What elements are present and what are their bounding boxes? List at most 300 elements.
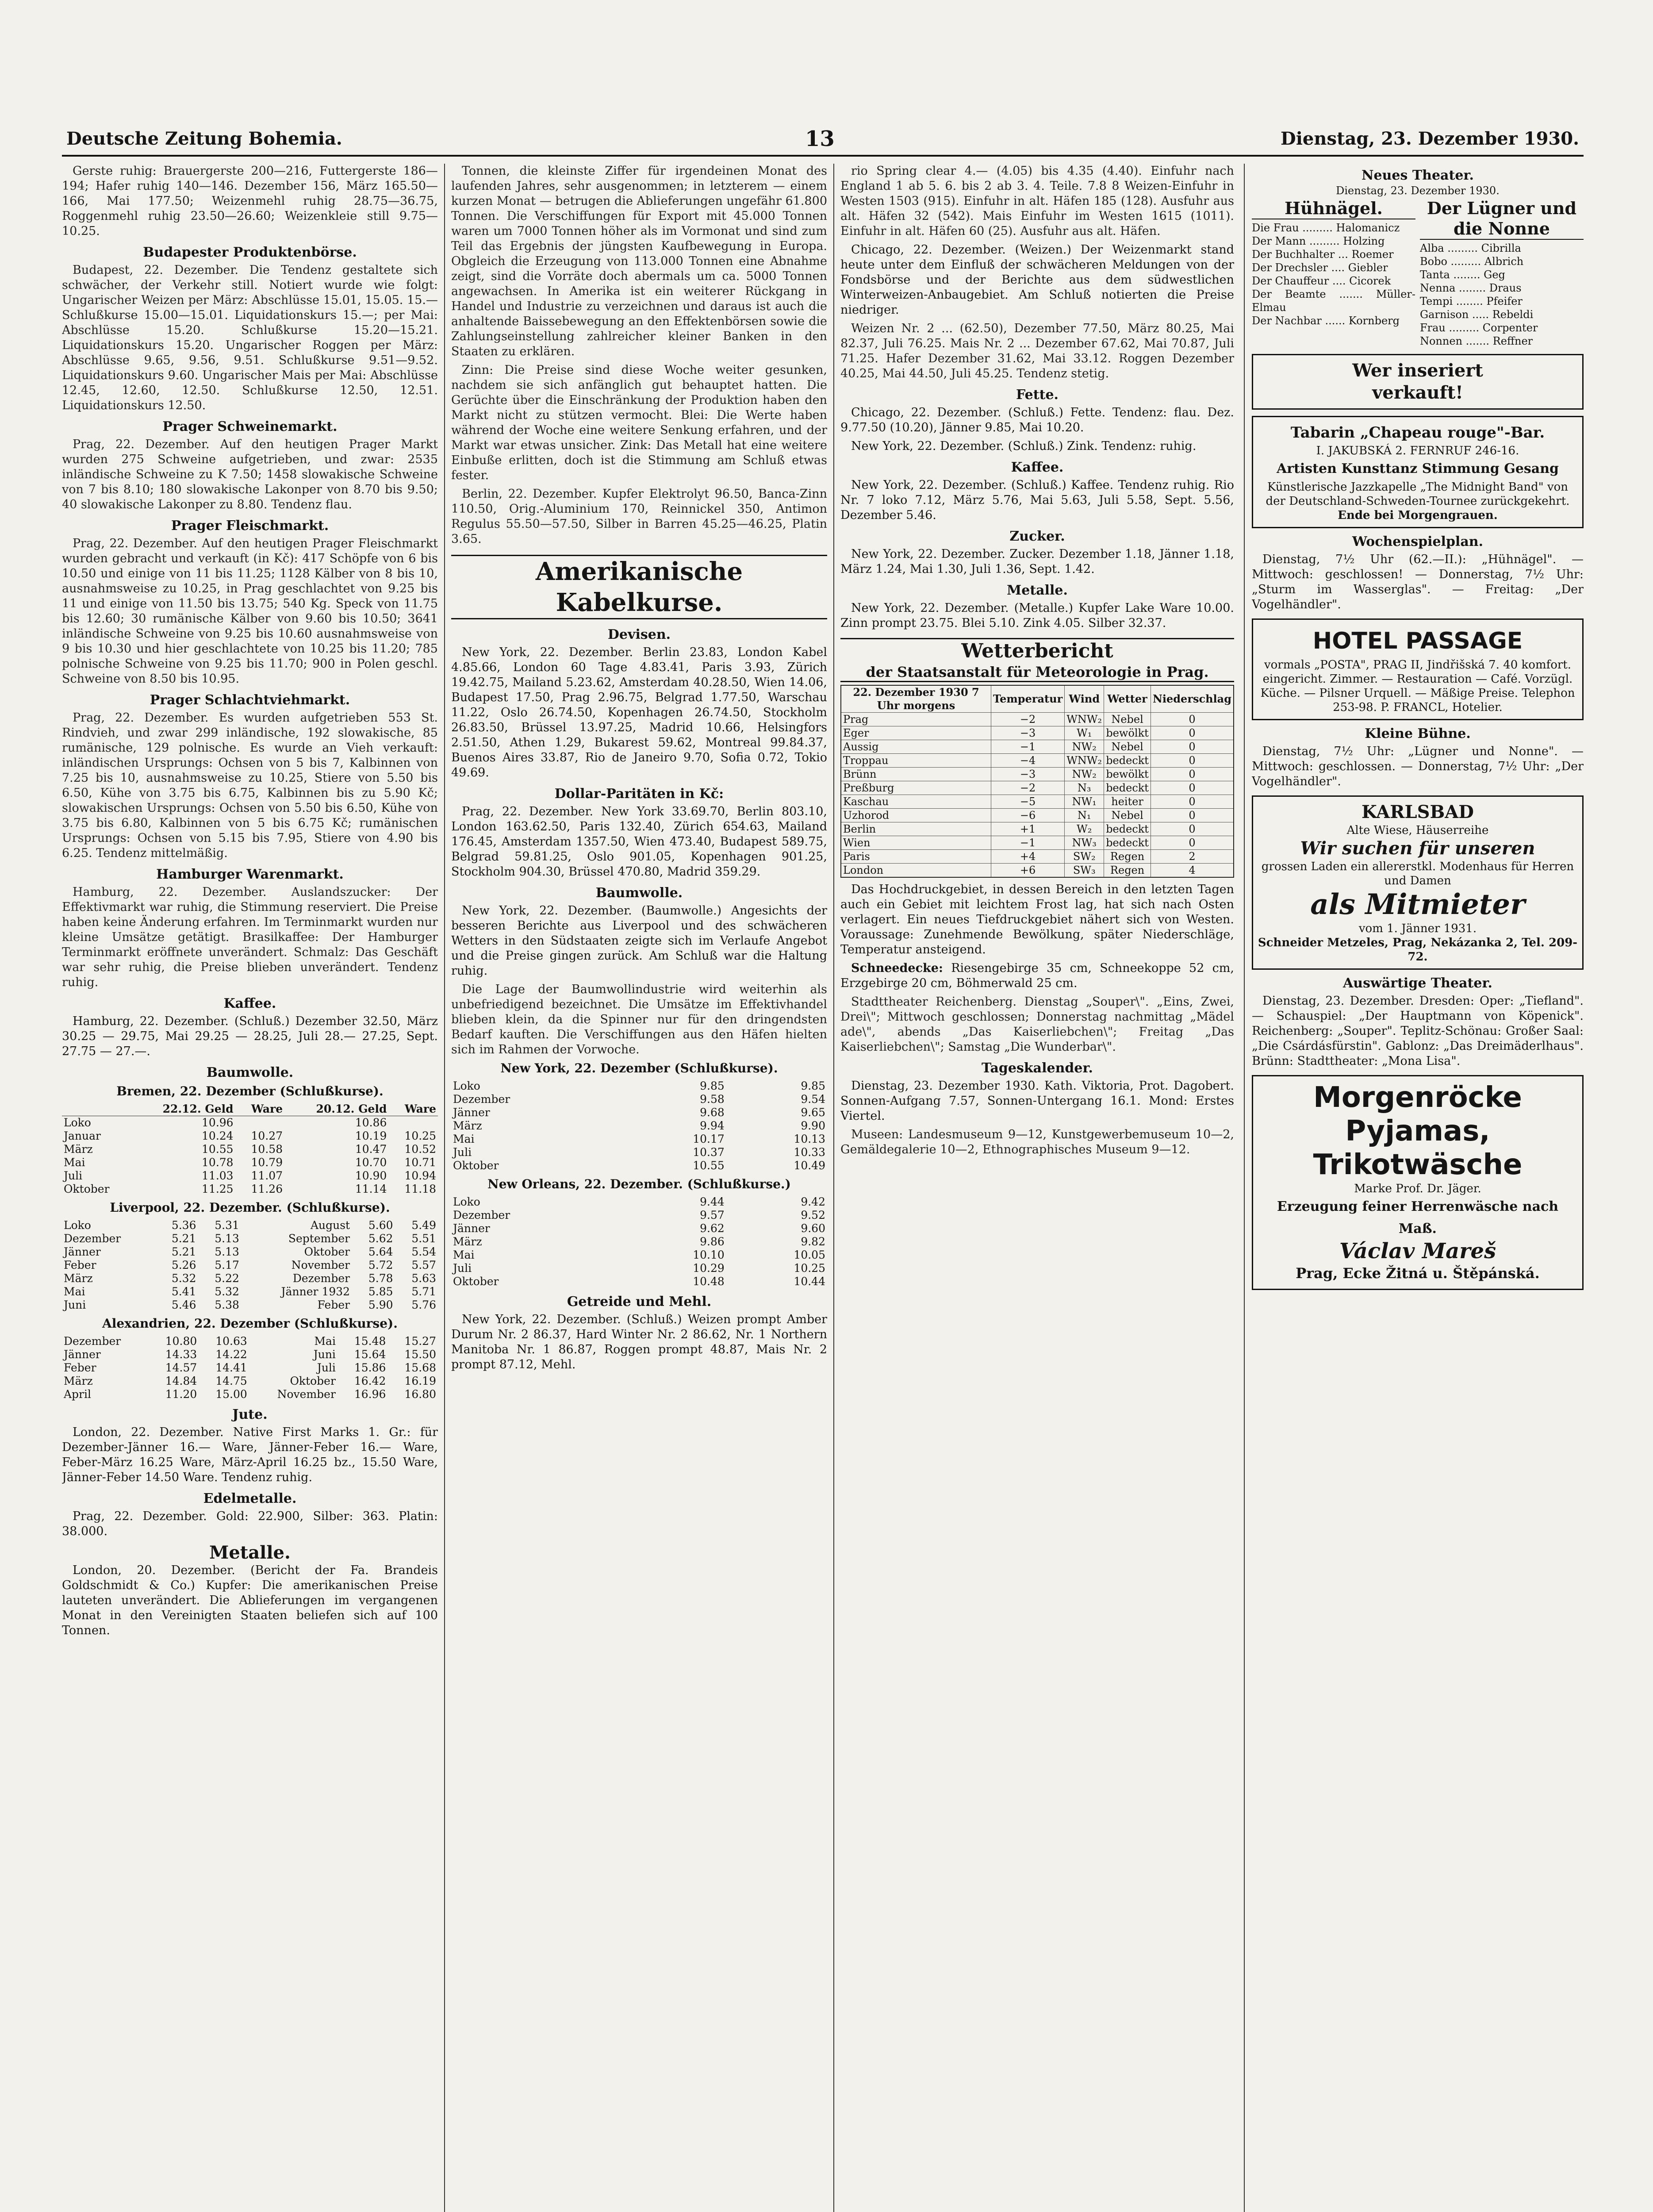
advertisement-tabarin [1252, 416, 1584, 528]
table-cell: Juli [453, 1262, 472, 1275]
table-cell: 15.64 [354, 1348, 386, 1361]
dollar-text: Prag, 22. Dezember. New York 33.69.70, Berlin 803.10, London 163.62.50, Paris 132.40, Zürich 654.63, Mailand 176.45, Amsterdam 1357.50, Wien 473.40, Budapest 589.75, Belgrad 59.81.25, Oslo 901.05, Kopenhagen 901.25, Stockholm 904.30, Brüssel 470.80, Madrid 359.29. [451, 805, 827, 879]
table-cell: Uzhorod [841, 809, 991, 822]
table-cell: 10.78 [202, 1156, 234, 1169]
table-cell: März [453, 1235, 482, 1248]
cast-list [1420, 242, 1584, 348]
alexandria-table [62, 1335, 438, 1401]
table-cell: Mai [64, 1285, 85, 1298]
table-cell: Feber [317, 1298, 350, 1311]
issue-date: Dienstag, 23. Dezember 1930. [1281, 128, 1579, 149]
table-cell: 5.21 [171, 1245, 196, 1258]
column-header: 22.12. Geld [131, 1102, 235, 1116]
ad-line: als Mitmieter [1310, 888, 1525, 921]
article-text: Budapest, 22. Dezember. Die Tendenz gestaltete sich schwächer, der Verkehr still. Notiert wurde wie folgt: Ungarischer Weizen per März: Abschlüsse 15.01, 15.05. 15.— Schlußkurse 15.00—15.01. Liquidationskurs 15.—; per Mai: Abschlüsse 15.20. Schlußkurse 15.20—15.21. Liquidationskurs 15.20. Ungarischer Roggen per März: Abschlüsse 9.65, 9.56, 9.51. Schlußkurse 9.51—9.52. Liquidationskurs 9.60. Ungarischer Mais per Mai: Abschlüsse 12.45, 12.60, 12.50. Schlußkurse 12.50, 12.51. Liquidationskurs 12.50. [62, 263, 438, 412]
article-text: Gerste ruhig: Brauergerste 200—216, Futtergerste 186—194; Hafer ruhig 140—146. Dezember 156, März 165.50—166, Mai 177.50; Weizenmehl ruhig 28.75—36.75, Roggenmehl ruhig 23.50—26.60; Weizenkleie still 9.75—10.25. [62, 164, 438, 238]
bremen-title: Bremen, 22. Dezember (Schlußkurse). [116, 1084, 384, 1098]
ny-cotton-table [451, 1079, 827, 1172]
ad-line: Marke Prof. Dr. Jäger. [1354, 1182, 1481, 1195]
kleine-text: Dienstag, 7½ Uhr: „Lügner und Nonne". — Mittwoch: geschlossen. — Donnerstag, 7½ Uhr: „Der Vogelhändler". [1252, 745, 1584, 788]
table-cell: 11.25 [202, 1183, 234, 1195]
section-heading: Jute. [232, 1407, 268, 1422]
table-cell: 15.00 [215, 1388, 247, 1401]
table-row [451, 1146, 827, 1159]
jute-text: London, 22. Dezember. Native First Marks 1. Gr.: für Dezember-Jänner 16.— Ware, Jänner-Feber 16.— Ware, Feber-März 16.25 Ware, März-April 16.25 bz., 15.50 Ware, Jänner-Feber 14.50 Ware. Tendenz ruhig. [62, 1425, 438, 1484]
table-cell: 5.62 [368, 1232, 393, 1245]
table-cell: −2 [991, 781, 1065, 795]
table-cell: 5.38 [215, 1298, 239, 1311]
table-cell: 5.17 [215, 1259, 239, 1271]
table-cell: 9.62 [700, 1222, 725, 1235]
article-text: Stadttheater Reichenberg. Dienstag „Souper\". „Eins, Zwei, Drei\"; Mittwoch geschlossen; Donnerstag nachmittag „Mädel ade\", abends „Das Kaiserliebchen\"; Freitag „Das Kaiserliebchen\"; Samstag „Die Wunderbar\". [840, 995, 1234, 1054]
table-cell: 14.75 [215, 1375, 247, 1387]
table-cell: Mai [453, 1248, 475, 1261]
table-row [62, 1388, 438, 1401]
table-cell: 5.46 [171, 1298, 196, 1311]
table-cell: 9.60 [801, 1222, 825, 1235]
cast-entry: Bobo ......... Albrich [1420, 255, 1524, 268]
table-cell: Berlin [841, 822, 991, 836]
ad-line: Schneider Metzeles, Prag, Nekázanka 2, Tel. 209-72. [1258, 936, 1578, 964]
article-text: Die Lage der Baumwollindustrie wird weiterhin als unbefriedigend bezeichnet. Die Umsätze im Effektivhandel blieben klein, da die Spinner nur für den dringendsten Bedarf kauften. Die Verschiffungen aus den Häfen hielten sich im Rahmen der Vorwoche. [451, 983, 827, 1056]
table-cell: 5.60 [368, 1219, 393, 1232]
table-cell: 0 [1151, 781, 1234, 795]
table-row [62, 1169, 438, 1183]
table-cell: 5.54 [411, 1245, 436, 1258]
ad-line: HOTEL PASSAGE [1312, 628, 1523, 654]
cast-entry: Frau ......... Corpenter [1420, 322, 1538, 334]
table-cell: 9.44 [700, 1195, 725, 1208]
table-cell: 5.13 [215, 1232, 239, 1245]
table-cell: November [291, 1259, 350, 1271]
table-cell: Eger [841, 726, 991, 740]
theatre-programs [1252, 198, 1584, 348]
table-cell: Wien [841, 836, 991, 850]
table-cell: 5.63 [411, 1272, 436, 1285]
zink-text: New York, 22. Dezember. (Schluß.) Zink. Tendenz: ruhig. [851, 439, 1197, 453]
table-cell: 11.03 [202, 1169, 234, 1182]
article-text: Weizen Nr. 2 ... (62.50), Dezember 77.50, März 80.25, Mai 82.37, Juli 76.25. Mais Nr. 2 ... Dezember 67.62, Mai 70.87, Juli 71.25. Hafer Dezember 31.62, Mai 33.12. Roggen Dezember 40.25, Mai 44.50, Juli 45.25. Tendenz stetig. [840, 322, 1234, 380]
section-heading: Baumwolle. [595, 885, 683, 901]
table-cell: 11.14 [355, 1183, 387, 1195]
table-cell: Dezember [453, 1209, 510, 1221]
table-row [62, 1272, 438, 1285]
ad-line: Alte Wiese, Häuserreihe [1346, 824, 1489, 837]
ad-line: Ende bei Morgengrauen. [1338, 509, 1498, 522]
table-cell: 0 [1151, 809, 1234, 822]
table-cell: 9.54 [801, 1093, 825, 1106]
section-heading: Kaffee. [1011, 460, 1064, 475]
chicago-text: Chicago, 22. Dezember. (Weizen.) Der Weizenmarkt stand heute unter dem Einfluß der schwächeren Meldungen von der Fondsbörse und der Berichte aus dem südwestlichen Winterweizen-Anbaugebiet. Am Schluß notierten die Preise niedriger. [840, 243, 1234, 317]
bremen-table [62, 1102, 438, 1196]
table-cell: Juli [64, 1169, 83, 1182]
table-cell: 15.50 [404, 1348, 436, 1361]
section-heading: Prager Fleischmarkt. [171, 518, 329, 534]
ad-line: Trikotwäsche [1313, 1148, 1523, 1181]
liverpool-table [62, 1219, 438, 1312]
weather-row [841, 822, 1234, 836]
table-cell: 5.72 [368, 1259, 393, 1271]
ad-line: grossen Laden ein allererstkl. Modenhaus für Herren und Damen [1261, 860, 1574, 887]
table-cell: W₁ [1065, 726, 1104, 740]
table-cell [388, 1116, 438, 1130]
table-cell: 11.18 [404, 1183, 436, 1195]
table-cell: 5.32 [215, 1285, 239, 1298]
table-cell: 10.25 [794, 1262, 825, 1275]
section-heading: Hamburger Warenmarkt. [156, 867, 344, 882]
table-cell: 10.55 [693, 1159, 725, 1172]
table-cell: Loko [453, 1195, 480, 1208]
table-cell: 0 [1151, 768, 1234, 781]
table-cell: 5.32 [171, 1272, 196, 1285]
ad-line: Tabarin „Chapeau rouge"-Bar. [1290, 424, 1545, 442]
table-cell: −2 [991, 713, 1065, 726]
weather-row [841, 864, 1234, 878]
ad-line: KARLSBAD [1362, 802, 1474, 822]
weather-row [841, 740, 1234, 754]
ad-line: Pyjamas, [1345, 1115, 1490, 1148]
table-row [62, 1183, 438, 1196]
table-cell: bewölkt [1104, 726, 1151, 740]
fette-text: Chicago, 22. Dezember. (Schluß.) Fette. Tendenz: flau. Dez. 9.77.50 (10.20), Jänner 9.85, Mai 10.20. [840, 406, 1234, 434]
table-row [62, 1245, 438, 1259]
program-right [1420, 198, 1584, 348]
table-cell: 10.90 [355, 1169, 387, 1182]
table-cell: 10.48 [693, 1275, 725, 1288]
table-cell: 10.79 [251, 1156, 283, 1169]
advertisement-karlsbad [1252, 795, 1584, 970]
table-cell: 9.85 [801, 1079, 825, 1092]
table-cell: 10.86 [355, 1116, 387, 1129]
table-cell: 10.27 [251, 1129, 283, 1142]
table-cell: 16.19 [404, 1375, 436, 1387]
section-heading: Budapester Produktenbörse. [143, 245, 357, 260]
auswaertig-text: Dienstag, 23. Dezember. Dresden: Oper: „Tiefland". — Schauspiel: „Der Hauptmann von Köpenick". Reichenberg: „Souper". Teplitz-Schönau: Großer Saal: „Die Csárdásfürstin". Gablonz: „Das Dreimäderlhaus". Brünn: Stadttheater: „Mona Lisa". [1252, 994, 1584, 1068]
weather-row [841, 754, 1234, 768]
section-heading: Devisen. [607, 627, 671, 642]
table-cell: 15.48 [354, 1335, 386, 1348]
table-cell: Jänner [453, 1222, 490, 1235]
table-cell: 14.57 [165, 1361, 197, 1374]
table-cell: 10.49 [794, 1159, 825, 1172]
table-cell: Aussig [841, 740, 991, 754]
play-title: Hühnägel. [1252, 198, 1415, 219]
table-cell: Jänner [64, 1245, 101, 1258]
table-cell: 0 [1151, 795, 1234, 809]
table-cell: 9.42 [801, 1195, 825, 1208]
table-row [62, 1375, 438, 1388]
article-text: Museen: Landesmuseum 9—12, Kunstgewerbemuseum 10—2, Gemäldegalerie 10—2, Ethnographisches Museum 9—12. [840, 1128, 1234, 1156]
table-cell: London [841, 864, 991, 878]
ad-line: Erzeugung feiner Herrenwäsche nach Maß. [1277, 1199, 1559, 1237]
table-cell: W₂ [1065, 822, 1104, 836]
ad-line: Václav Mareš [1339, 1239, 1496, 1263]
table-cell: 10.25 [404, 1129, 436, 1142]
table-cell: 2 [1151, 850, 1234, 864]
cable-rates-title: Amerikanische Kabelkurse. [451, 555, 827, 619]
table-cell: 9.68 [700, 1106, 725, 1119]
weather-row [841, 713, 1234, 726]
cast-list [1252, 221, 1415, 327]
theatre-title: Neues Theater. [1362, 168, 1474, 183]
table-cell: NW₃ [1065, 836, 1104, 850]
metalle-ny-text: New York, 22. Dezember. (Metalle.) Kupfer Lake Ware 10.00. Zinn prompt 23.75. Blei 5.10. Zink 4.05. Silber 32.37. [840, 601, 1234, 630]
column-commodities-weather [840, 164, 1234, 2212]
table-cell: Juli [453, 1146, 472, 1159]
table-cell: 10.19 [355, 1129, 387, 1142]
table-cell: −1 [991, 836, 1065, 850]
table-cell: 11.26 [251, 1183, 283, 1195]
weather-row [841, 809, 1234, 822]
table-cell: WNW₂ [1065, 754, 1104, 768]
column-header: Ware [388, 1102, 438, 1116]
section-heading: Metalle. [209, 1542, 291, 1563]
table-cell: 5.85 [368, 1285, 393, 1298]
column-header: Niederschlag [1151, 685, 1234, 713]
table-cell: 10.10 [693, 1248, 725, 1261]
section-heading: Kleine Bühne. [1365, 726, 1471, 741]
table-cell: 10.94 [404, 1169, 436, 1182]
table-cell: 10.52 [404, 1143, 436, 1156]
table-row [451, 1248, 827, 1262]
table-cell: Preßburg [841, 781, 991, 795]
column-header: Ware [235, 1102, 285, 1116]
table-cell: 0 [1151, 740, 1234, 754]
table-cell: 5.57 [411, 1259, 436, 1271]
column-header: Wind [1065, 685, 1104, 713]
article-text: Zinn: Die Preise sind diese Woche weiter gesunken, nachdem sie sich anfänglich gut behauptet hatten. Die Gerüchte über die Einschränkung der Produktion haben den Markt nicht zu stützen vermocht. Blei: Die Werte haben während der Woche eine weitere Senkung erfahren, und der Markt war etwas unsicher. Zink: Das Metall hat eine weitere Einbuße erlitten, doch ist die Stimmung am Schluß etwas fester. [451, 363, 827, 482]
table-cell: Jänner [64, 1348, 101, 1361]
weather-text: Das Hochdruckgebiet, in dessen Bereich in den letzten Tagen auch ein Gebiet mit leichtem Frost lag, hat sich nach Osten verlagert. Ein neues Tiefdruckgebiet nähert sich von Westen. Voraussage: Zunehmende Bewölkung, später Niederschläge, Temperatur ansteigend. [840, 883, 1234, 956]
table-row [62, 1219, 438, 1232]
table-cell: 10.58 [251, 1143, 283, 1156]
column-header: Temperatur [991, 685, 1065, 713]
table-cell: Jänner 1932 [281, 1285, 350, 1298]
schnee-title: Schneedecke: [851, 961, 943, 975]
table-cell: 10.05 [794, 1248, 825, 1261]
table-cell [235, 1116, 285, 1130]
table-cell: NW₁ [1065, 795, 1104, 809]
table-cell: −4 [991, 754, 1065, 768]
table-row [451, 1079, 827, 1093]
column-header [62, 1102, 131, 1116]
table-cell: 10.80 [165, 1335, 197, 1348]
table-row [451, 1209, 827, 1222]
table-cell: 15.68 [404, 1361, 436, 1374]
table-row [451, 1262, 827, 1275]
table-cell: −5 [991, 795, 1065, 809]
cast-entry: Garnison ..... Rebeldi [1420, 308, 1534, 321]
table-row [451, 1222, 827, 1235]
tages-text: Dienstag, 23. Dezember 1930. Kath. Viktoria, Prot. Dagobert. Sonnen-Aufgang 7.57, Sonnen-Untergang 16.1. Mond: Erstes Viertel. [840, 1079, 1234, 1123]
table-cell: Loko [64, 1116, 91, 1129]
column-divider [833, 164, 834, 2212]
table-cell: Dezember [64, 1335, 121, 1348]
ad-line: I. JAKUBSKÁ 2. FERNRUF 246-16. [1316, 444, 1519, 457]
article-text: rio Spring clear 4.— (4.05) bis 4.35 (4.40). Einfuhr nach England 1 ab 5. 6. bis 2 ab 3. 4. Teile. 7.8 8 Weizen-Einfuhr in Westen 1503 (915). Einfuhr in alt. Häfen 185 (128). Ausfuhr aus alt. Häfen 32 (542). Mais Einfuhr im Westen 1615 (1011). Einfuhr in alt. Häfen 60 (25). Ausfuhr aus alt. Häfen. [840, 164, 1234, 238]
table-row [451, 1119, 827, 1133]
table-row [62, 1335, 438, 1348]
section-heading: Getreide und Mehl. [567, 1294, 712, 1310]
table-row [451, 1106, 827, 1119]
table-cell: 0 [1151, 713, 1234, 726]
table-cell: 10.29 [693, 1262, 725, 1275]
table-cell: Dezember [64, 1232, 121, 1245]
table-cell: Regen [1104, 850, 1151, 864]
article-text: Prag, 22. Dezember. Auf den heutigen Prager Fleischmarkt wurden gebracht und verkauft (in Kč): 417 Schöpfe von 6 bis 10.50 und einige von 11 bis 11.25; 1128 Kälber von 8 bis 10, ausnahmsweise zu 10.25, in Prag geschlachtet von 9.25 bis 11 und einige von 11.50 bis 13.75; 540 Kg. Speck von 11.75 bis 12.60; 30 rumänische Kälber von 9.60 bis 10.50; 3641 inländische Schweine von 9.25 bis 10.60 ausnahmsweise von 9 bis 10.30 und hier geschlachtete von 10.25 bis 11.20; 785 polnische Schweine von 9.25 bis 11.70; 900 in Polen geschl. Schweine von 8.50 bis 10.95. [62, 537, 438, 686]
program-left [1252, 198, 1415, 348]
table-cell: Juli [317, 1361, 336, 1374]
table-cell: 5.64 [368, 1245, 393, 1258]
table-cell: 15.86 [354, 1361, 386, 1374]
table-cell: 10.13 [794, 1133, 825, 1145]
table-cell: +4 [991, 850, 1065, 864]
newspaper-title: Deutsche Zeitung Bohemia. [66, 128, 342, 149]
table-cell: bedeckt [1104, 822, 1151, 836]
table-cell: 15.27 [404, 1335, 436, 1348]
section-heading: Wochenspielplan. [1352, 534, 1484, 549]
article-text: Tonnen, die kleinste Ziffer für irgendeinen Monat des laufenden Jahres, sehr ausgenommen; in letzterem — einem kurzen Monat — betrugen die Ablieferungen ungefähr 61.800 Tonnen. Die Verschiffungen für Export mit 45.000 Tonnen waren um 7000 Tonnen höher als im Vormonat und sind zum Teil das Ergebnis der jüngsten Kaufbewegung in Europa. Obgleich die Erzeugung von 113.000 Tonnen eine Abnahme zeigt, sind die Vorräte doch abermals um ca. 5000 Tonnen angewachsen. In Amerika ist ein weiterer Rückgang in Handel und Industrie zu verzeichnen und daraus ist auch die anhaltende Baissebewegung an den Effektenbörsen sowie die Zahlungseinstellung zahlreicher kleiner Banken in den Staaten zu erklären. [451, 164, 827, 358]
cast-entry: Tempi ........ Pfeifer [1420, 295, 1523, 307]
table-cell: Dezember [292, 1272, 350, 1285]
schnee-text [840, 961, 1234, 991]
table-cell: Mai [64, 1156, 85, 1169]
table-cell: −1 [991, 740, 1065, 754]
table-cell: +6 [991, 864, 1065, 878]
cast-entry: Tanta ........ Geg [1420, 269, 1505, 281]
getreide-text: New York, 22. Dezember. (Schluß.) Weizen prompt Amber Durum Nr. 2 86.37, Hard Winter Nr. 2 86.62, Nr. 1 Northern Manitoba Nr. 1 86.87, Roggen prompt 48.87, Mais Nr. 2 prompt 87.12, Mehl. [451, 1313, 827, 1371]
table-cell: 9.90 [801, 1119, 825, 1132]
table-cell: Feber [64, 1361, 96, 1374]
table-cell: Kaschau [841, 795, 991, 809]
cast-entry: Der Buchhalter ... Roemer [1252, 248, 1394, 261]
table-cell: Oktober [64, 1183, 110, 1195]
cast-entry: Der Mann ......... Holzing [1252, 235, 1385, 247]
table-row [62, 1348, 438, 1361]
newspaper-page [62, 124, 1584, 2212]
table-cell: 5.22 [215, 1272, 239, 1285]
table-row [62, 1116, 438, 1130]
table-cell: 10.96 [202, 1116, 234, 1129]
ny-cotton-title: New York, 22. Dezember (Schlußkurse). [500, 1061, 778, 1075]
table-cell: Troppau [841, 754, 991, 768]
table-cell: April [64, 1388, 91, 1401]
table-cell: 0 [1151, 822, 1234, 836]
table-cell: 10.33 [794, 1146, 825, 1159]
table-cell: +1 [991, 822, 1065, 836]
table-cell: 9.85 [700, 1079, 725, 1092]
ad-line: verkauft! [1372, 382, 1463, 403]
article-text: Prag, 22. Dezember. Es wurden aufgetrieben 553 St. Rindvieh, und zwar 299 inländische, 192 slowakische, 85 rumänische, 129 polnische. Es wurde an Vieh verkauft: inländischen Ursprungs: Ochsen von 5 bis 7, Kalbinnen von 7.25 bis 10, ausnahmsweise zu 10.25, Stiere von 5.50 bis 6.50, Kühe von 3.75 bis 6.75, Kalbinnen bis zu 5.90 Kč; slowakischen Ursprungs: Ochsen von 5.50 bis 6.50, Kühe von 3.75 bis 6.80, Kalbinnen von 5 bis 6.75 Kč; rumänischen Ursprungs: Ochsen von 5.15 bis 7.95, Stiere von 4.90 bis 6.25. Tendenz mittelmäßig. [62, 711, 438, 860]
table-cell: NW₂ [1065, 740, 1104, 754]
column-markets [62, 164, 438, 2212]
ad-line: Wir suchen für unseren [1300, 838, 1535, 859]
table-cell: 5.76 [411, 1298, 436, 1311]
weather-row [841, 781, 1234, 795]
no-cotton-table [451, 1195, 827, 1288]
metalle-text: London, 20. Dezember. (Bericht der Fa. Brandeis Goldschmidt & Co.) Kupfer: Die amerikanischen Preise lauteten unverändert. Die Ablieferungen im vergangenen Monat in den Vereinigten Staaten beliefen sich auf 100 Tonnen. [62, 1563, 438, 1637]
baumwolle-text: New York, 22. Dezember. (Baumwolle.) Angesichts der besseren Berichte aus Liverpool und des schwächeren Wetters in den Südstaaten zeigte sich im Verlaufe Angebot und die Preise gingen zurück. Am Schluß war die Haltung ruhig. [451, 904, 827, 978]
table-row [62, 1232, 438, 1245]
table-cell: Oktober [290, 1375, 336, 1387]
ad-line: Morgenröcke [1313, 1081, 1522, 1114]
table-cell: −3 [991, 726, 1065, 740]
table-cell: 5.26 [171, 1259, 196, 1271]
table-cell: 9.58 [700, 1093, 725, 1106]
table-cell: März [64, 1143, 93, 1156]
cast-entry: Der Drechsler .... Giebler [1252, 261, 1388, 274]
table-cell: Loko [64, 1219, 91, 1232]
table-cell: Nebel [1104, 740, 1151, 754]
liverpool-title: Liverpool, 22. Dezember. (Schlußkurse). [110, 1200, 390, 1215]
table-cell: 14.41 [215, 1361, 247, 1374]
table-cell: November [277, 1388, 336, 1401]
table-cell: Juni [313, 1348, 336, 1361]
table-cell: 5.31 [215, 1219, 239, 1232]
section-heading: Tageskalender. [982, 1060, 1093, 1076]
table-cell: 10.24 [202, 1129, 234, 1142]
table-cell: 5.51 [411, 1232, 436, 1245]
hamburg-coffee-text: Hamburg, 22. Dezember. (Schluß.) Dezember 32.50, März 30.25 — 29.75, Mai 29.25 — 28.25, Juli 28.— 27.25, Sept. 27.75 — 27.—. [62, 1014, 438, 1058]
table-cell: 9.94 [700, 1119, 725, 1132]
table-cell: 9.57 [700, 1209, 725, 1221]
column-divider [444, 164, 445, 2212]
table-cell: 10.71 [404, 1156, 436, 1169]
table-cell: Regen [1104, 864, 1151, 878]
ad-line: vormals „POSTA", PRAG II, Jindřišská 7. 40 komfort. eingericht. Zimmer. — Restauration — Café. Vorzügl. Küche. — Pilsner Urquell. — Mäßige Preise. Telephon 253-98. P. FRANCL, Hotelier. [1260, 658, 1575, 714]
cast-entry: Alba ......... Cibrilla [1420, 242, 1521, 254]
theatre-date: Dienstag, 23. Dezember 1930. [1336, 184, 1500, 197]
section-heading: Auswärtige Theater. [1343, 975, 1492, 991]
table-cell: SW₂ [1065, 850, 1104, 864]
column-theatre-ads [1252, 164, 1584, 2212]
table-row [451, 1159, 827, 1172]
woche-text: Dienstag, 7½ Uhr (62.—II.): „Hühnägel". — Mittwoch: geschlossen! — Donnerstag, 7½ Uhr: „Sturm im Wasserglas". — Freitag: „Der Vogelhändler". [1252, 553, 1584, 611]
play-title: Der Lügner und die Nonne [1420, 198, 1584, 240]
article-text: Hamburg, 22. Dezember. Auslandszucker: Der Effektivmarkt war ruhig, die Stimmung reserviert. Die Preise haben keine Änderung erfahren. Im Terminmarkt wurden nur kleine Umsätze getätigt. Brasilkaffee: Der Hamburger Terminmarkt eröffnete unverändert. Schmalz: Das Geschäft war sehr ruhig, die Preise blieben unverändert. Tendenz ruhig. [62, 885, 438, 989]
page-number: 13 [805, 127, 835, 151]
table-cell: WNW₂ [1065, 713, 1104, 726]
table-cell: bedeckt [1104, 754, 1151, 768]
table-cell: 9.65 [801, 1106, 825, 1119]
table-cell: 5.21 [171, 1232, 196, 1245]
table-cell: Feber [64, 1259, 96, 1271]
table-cell: 0 [1151, 726, 1234, 740]
weather-title-sub: der Staatsanstalt für Meteorologie in Prag. [866, 664, 1209, 680]
table-row [451, 1275, 827, 1288]
table-cell: 5.13 [215, 1245, 239, 1258]
table-cell: 0 [1151, 754, 1234, 768]
weather-row [841, 726, 1234, 740]
ad-line: vom 1. Jänner 1931. [1358, 922, 1477, 935]
table-cell: Nebel [1104, 713, 1151, 726]
table-cell: Nebel [1104, 809, 1151, 822]
weather-title-main: Wetterbericht [961, 640, 1113, 662]
table-cell: 14.33 [165, 1348, 197, 1361]
cast-entry: Die Frau ......... Halomanicz [1252, 222, 1400, 234]
table-cell: Mai [314, 1335, 336, 1348]
section-heading: Fette. [1016, 387, 1059, 403]
table-cell: N₃ [1065, 781, 1104, 795]
devisen-text: New York, 22. Dezember. Berlin 23.83, London Kabel 4.85.66, London 60 Tage 4.83.41, Paris 3.93, Zürich 19.42.75, Mailand 5.23.62, Amsterdam 40.28.50, Wien 14.06, Budapest 17.50, Prag 2.96.75, Belgrad 1.77.50, Warschau 11.22, Oslo 26.74.50, Kopenhagen 26.74.50, Stockholm 26.83.50, Brüssel 13.97.25, Madrid 10.66, Helsingfors 2.51.50, Athen 1.29, Bukarest 59.62, Montreal 99.84.37, Buenos Aires 33.87, Rio de Janeiro 9.70, Sofia 0.72, Tokio 49.69. [451, 645, 827, 780]
table-cell: Oktober [304, 1245, 350, 1258]
table-cell: 10.55 [202, 1143, 234, 1156]
table-row [451, 1235, 827, 1248]
table-cell: Oktober [453, 1275, 499, 1288]
table-cell: 10.44 [794, 1275, 825, 1288]
table-cell: 14.84 [165, 1375, 197, 1387]
table-row [62, 1259, 438, 1272]
